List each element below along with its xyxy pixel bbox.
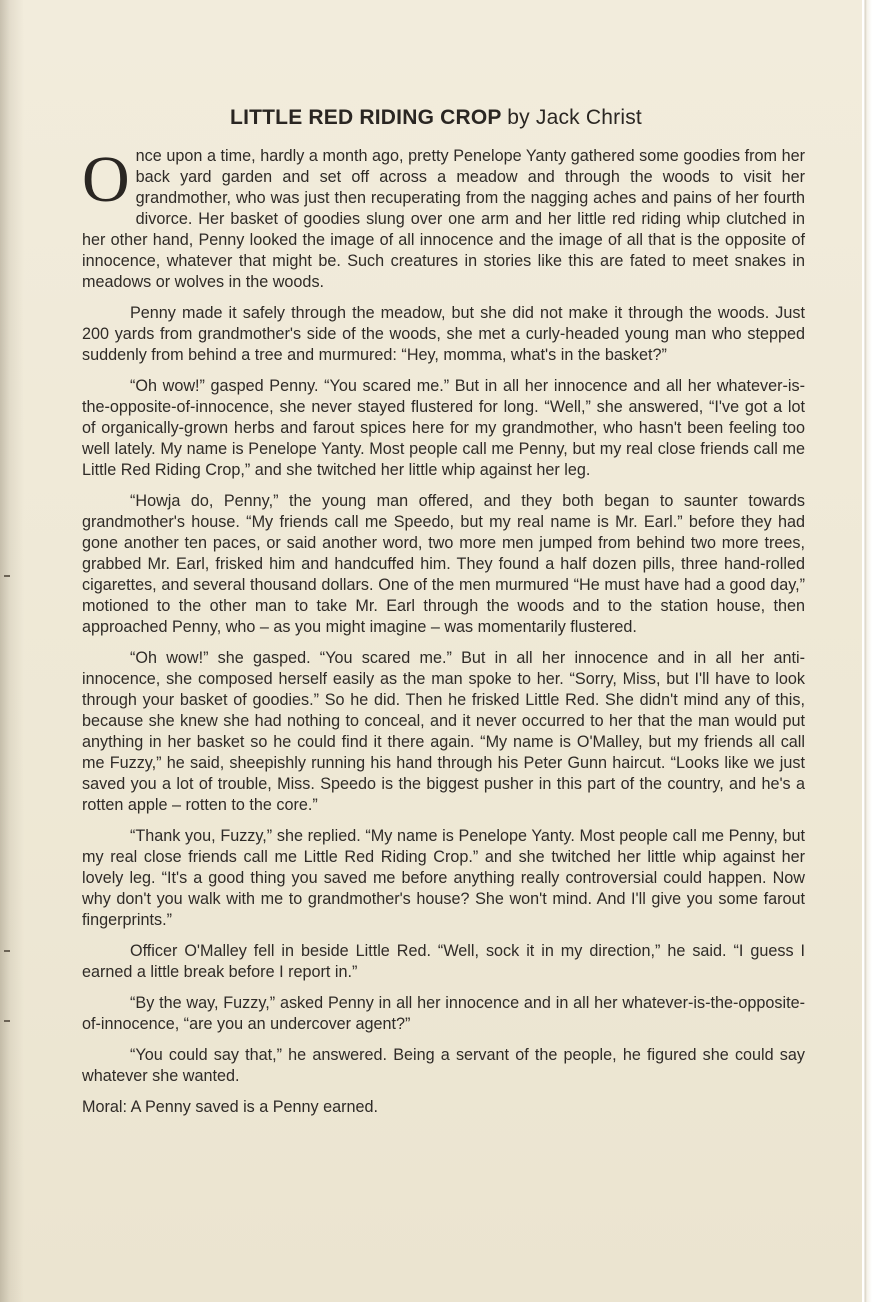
margin-mark bbox=[4, 1020, 10, 1022]
paragraph-6: “Thank you, Fuzzy,” she replied. “My name is Penelope Yanty. Most people call me Penny, but my real close friends call me Little Red Riding Crop.” and she twitched her little whip against her lovely leg. “It's a good thing you saved me before anything really controversial could happen. Now why don't you walk with me to grandmother's house? She won't mind. And I'll give you some farout fingerprints.” bbox=[82, 827, 805, 929]
margin-mark bbox=[4, 950, 10, 952]
paragraph-7: Officer O'Malley fell in beside Little Red. “Well, sock it in my direction,” he said. “I guess I earned a little break before I report in.” bbox=[82, 942, 805, 981]
page-edge bbox=[862, 0, 872, 1302]
paragraph-2: Penny made it safely through the meadow, but she did not make it through the woods. Just 200 yards from grandmother's side of the woods, she met a curly-headed young man who stepped suddenly from behind a tree and murmured: “Hey, momma, what's in the basket?” bbox=[82, 304, 805, 364]
paragraph-5: “Oh wow!” she gasped. “You scared me.” But in all her innocence and in all her anti-innocence, she composed herself easily as the man spoke to her. “Sorry, Miss, but I'll have to look through your basket of goodies.” So he did. Then he frisked Little Red. She didn't mind any of this, because she knew she had nothing to conceal, and it never occurred to her that the man would put anything in her basket so he could find it there again. “My name is O'Malley, but my friends all call me Fuzzy,” he said, sheepishly running his hand through his Peter Gunn haircut. “Looks like we just saved you a lot of trouble, Miss. Speedo is the biggest pusher in this part of the country, and he's a rotten apple – rotten to the core.” bbox=[82, 649, 805, 814]
article-body bbox=[82, 143, 805, 1128]
paragraph-3: “Oh wow!” gasped Penny. “You scared me.” But in all her innocence and all her whatever-is-the-opposite-of-innocence, she never stayed flustered for long. “Well,” she answered, “I've got a lot of organically-grown herbs and farout spices here for my grandmother, who hasn't been feeling too well lately. My name is Penelope Yanty. Most people call me Penny, but my real close friends call me Little Red Riding Crop,” and she twitched her little whip against her leg. bbox=[82, 377, 805, 479]
paragraph-4: “Howja do, Penny,” the young man offered, and they both began to saunter towards grandmother's house. “My friends call me Speedo, but my real name is Mr. Earl.” before they had gone another ten paces, or said another word, two more men jumped from behind two more trees, grabbed Mr. Earl, frisked him and handcuffed him. They found a half dozen pills, three hand-rolled cigarettes, and several thousand dollars. One of the men murmured “He must have had a good day,” motioned to the other man to take Mr. Earl through the woods and to the station house, then approached Penny, who – as you might imagine – was momentarily flustered. bbox=[82, 492, 805, 636]
drop-cap: O bbox=[82, 143, 130, 216]
story-title: LITTLE RED RIDING CROP bbox=[230, 106, 502, 130]
paragraph-9: “You could say that,” he answered. Being a servant of the people, he figured she could say whatever she wanted. bbox=[82, 1046, 805, 1085]
margin-mark bbox=[4, 575, 10, 577]
story-title-line bbox=[0, 106, 872, 130]
byline: by Jack Christ bbox=[507, 106, 642, 130]
paragraph-1 bbox=[82, 143, 805, 293]
paragraph-8: “By the way, Fuzzy,” asked Penny in all her innocence and in all her whatever-is-the-opposite-of-innocence, “are you an undercover agent?” bbox=[82, 994, 805, 1033]
moral: Moral: A Penny saved is a Penny earned. bbox=[82, 1098, 379, 1116]
paragraph-1-text: nce upon a time, hardly a month ago, pretty Penelope Yanty gathered some goodies from her back yard garden and set off across a meadow and through the woods to visit her grandmother, who was just then recuperating from the nagging aches and pains of her fourth divorce. Her basket of goodies slung over one arm and her little red riding whip clutched in her other hand, Penny looked the image of all innocence and the image of all that is the opposite of innocence, whatever that might be. Such creatures in stories like this are fated to meet snakes in meadows or wolves in the woods. bbox=[82, 147, 805, 291]
